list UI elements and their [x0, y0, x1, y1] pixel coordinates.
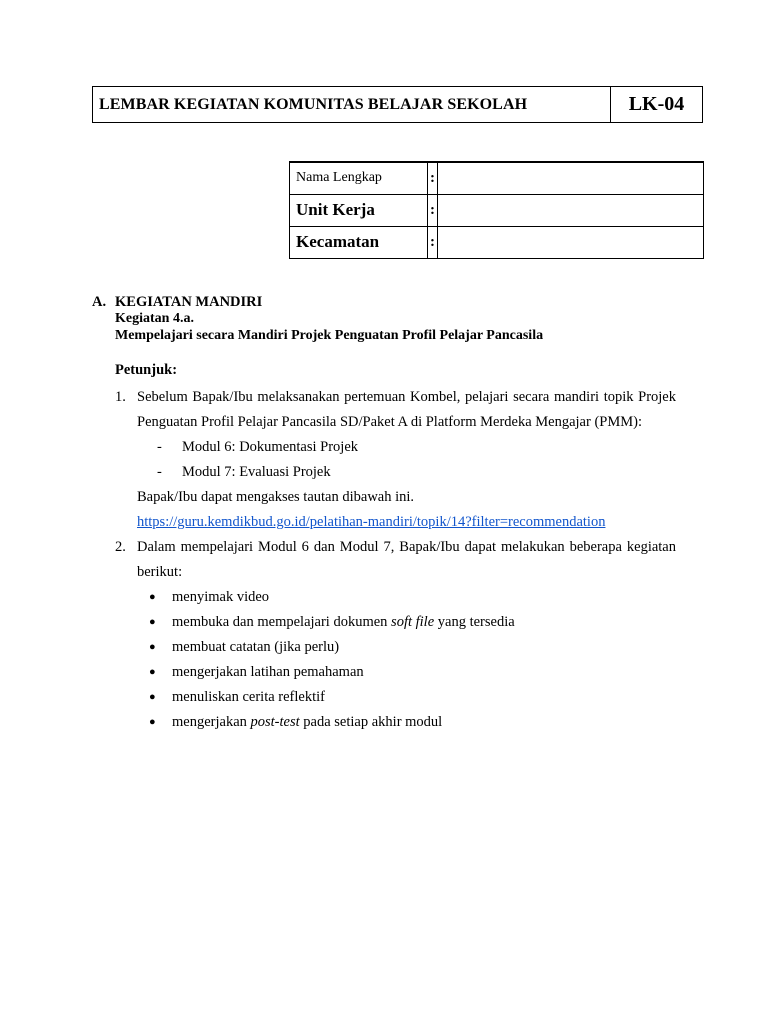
instructions-label: Petunjuk:: [115, 362, 178, 378]
dash-marker: -: [157, 439, 162, 455]
access-note: Bapak/Ibu dapat mengakses tautan dibawah ini.: [137, 489, 415, 505]
section-a: [92, 294, 676, 735]
step-body: [137, 385, 676, 535]
italic-term: soft file: [391, 614, 435, 630]
name-value[interactable]: [438, 162, 704, 194]
name-label: Nama Lengkap: [290, 162, 428, 194]
worksheet-code: LK-04: [610, 87, 702, 122]
activity-item: [149, 610, 676, 635]
activity-item: [149, 710, 676, 735]
module-text: Modul 7: Evaluasi Projek: [182, 464, 331, 480]
identity-row-district: [290, 226, 704, 258]
bullet-icon: ●: [149, 591, 156, 603]
text-part: pada setiap akhir modul: [299, 714, 443, 730]
activity-text: menuliskan cerita reflektif: [172, 689, 325, 705]
worksheet-header: [92, 86, 703, 123]
module-text: Modul 6: Dokumentasi Projek: [182, 439, 359, 455]
step-number: 1.: [115, 389, 126, 405]
bullet-icon: ●: [149, 716, 156, 728]
activity-text: [172, 610, 515, 635]
district-value[interactable]: [438, 226, 704, 258]
bullet-icon: ●: [149, 641, 156, 653]
activity-text: [172, 710, 442, 735]
activity-subtitle: Mempelajari secara Mandiri Projek Penguatan Profil Pelajar Pancasila: [115, 328, 544, 343]
bullet-icon: ●: [149, 691, 156, 703]
section-number: A.: [92, 294, 107, 310]
step-item: [115, 535, 676, 735]
activity-list: [137, 585, 676, 735]
identity-row-unit: [290, 194, 704, 226]
activity-text: membuat catatan (jika perlu): [172, 639, 340, 655]
worksheet-title: LEMBAR KEGIATAN KOMUNITAS BELAJAR SEKOLAH: [99, 95, 528, 113]
activity-text: mengerjakan latihan pemahaman: [172, 664, 364, 680]
module-item: [157, 460, 676, 485]
step-text: Sebelum Bapak/Ibu melaksanakan pertemuan Kombel, pelajari secara mandiri topik Projek Penguatan Profil Pelajar Pancasila SD/Paket A di Platform Merdeka Mengajar (PMM):: [137, 389, 676, 430]
step-number: 2.: [115, 539, 126, 555]
step-text: Dalam mempelajari Modul 6 dan Modul 7, Bapak/Ibu dapat melakukan beberapa kegiatan berikut:: [137, 539, 676, 580]
activity-label: Kegiatan 4.a.: [115, 311, 194, 326]
step-body: [137, 535, 676, 735]
bullet-icon: ●: [149, 616, 156, 628]
italic-term: post-test: [250, 714, 300, 730]
colon: :: [428, 194, 438, 226]
activity-text: menyimak video: [172, 589, 270, 605]
unit-value[interactable]: [438, 194, 704, 226]
section-heading: [92, 294, 676, 310]
district-label: Kecamatan: [290, 226, 428, 258]
text-part: membuka dan mempelajari dokumen: [172, 614, 392, 630]
identity-row-name: [290, 162, 704, 194]
text-part: yang tersedia: [434, 614, 515, 630]
unit-label: Unit Kerja: [290, 194, 428, 226]
colon: :: [428, 162, 438, 194]
steps-list: [92, 385, 676, 735]
activity-item: [149, 660, 676, 685]
dash-marker: -: [157, 464, 162, 480]
pmm-link[interactable]: https://guru.kemdikbud.go.id/pelatihan-mandiri/topik/14?filter=recommendation: [137, 514, 606, 530]
section-title: KEGIATAN MANDIRI: [115, 294, 263, 310]
colon: :: [428, 226, 438, 258]
activity-item: [149, 635, 676, 660]
module-item: [157, 435, 676, 460]
module-list: [137, 435, 676, 485]
identity-table: [289, 161, 704, 259]
bullet-icon: ●: [149, 666, 156, 678]
text-part: mengerjakan: [172, 714, 251, 730]
step-item: [115, 385, 676, 535]
activity-item: [149, 685, 676, 710]
activity-item: [149, 585, 676, 610]
